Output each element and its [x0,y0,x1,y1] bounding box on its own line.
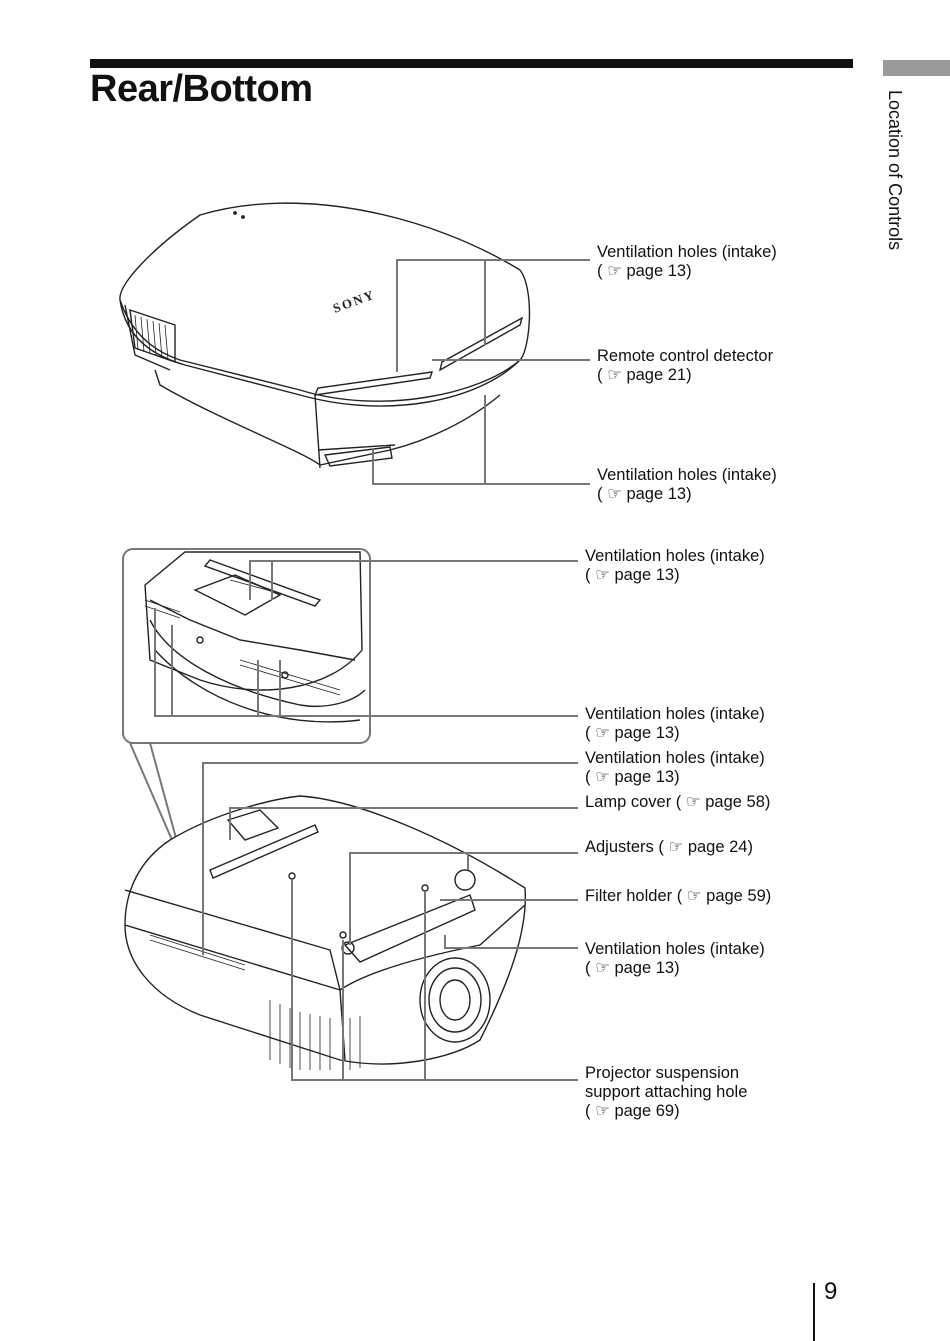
page-number: 9 [824,1278,838,1305]
callout-remote-control-detector: Remote control detector ( ☞ page 21) [597,347,774,384]
projector-rear-illustration [120,203,530,468]
inset-illustration [123,549,370,743]
callout-adjusters: Adjusters ( ☞ page 24) [585,838,753,856]
page-number-rule [813,1283,815,1341]
callout-suspension-hole: Projector suspension support attaching hole ( ☞ page 69) [585,1064,748,1120]
callout-ventilation-inset-2: Ventilation holes (intake) ( ☞ page 13) [585,705,765,742]
section-label: Location of Controls [885,90,905,251]
callout-ventilation-inset-1: Ventilation holes (intake) ( ☞ page 13) [585,547,765,584]
callout-ventilation-top-2: Ventilation holes (intake) ( ☞ page 13) [597,466,777,503]
page-title: Rear/Bottom [90,68,313,110]
brand-logo: SONY [330,286,378,316]
callout-lamp-cover: Lamp cover ( ☞ page 58) [585,793,771,811]
projector-bottom-illustration [125,796,525,1070]
callout-ventilation-bottom-1: Ventilation holes (intake) ( ☞ page 13) [585,749,765,786]
callout-ventilation-bottom-2: Ventilation holes (intake) ( ☞ page 13) [585,940,765,977]
callout-ventilation-top-1: Ventilation holes (intake) ( ☞ page 13) [597,243,777,280]
callout-filter-holder: Filter holder ( ☞ page 59) [585,887,772,905]
